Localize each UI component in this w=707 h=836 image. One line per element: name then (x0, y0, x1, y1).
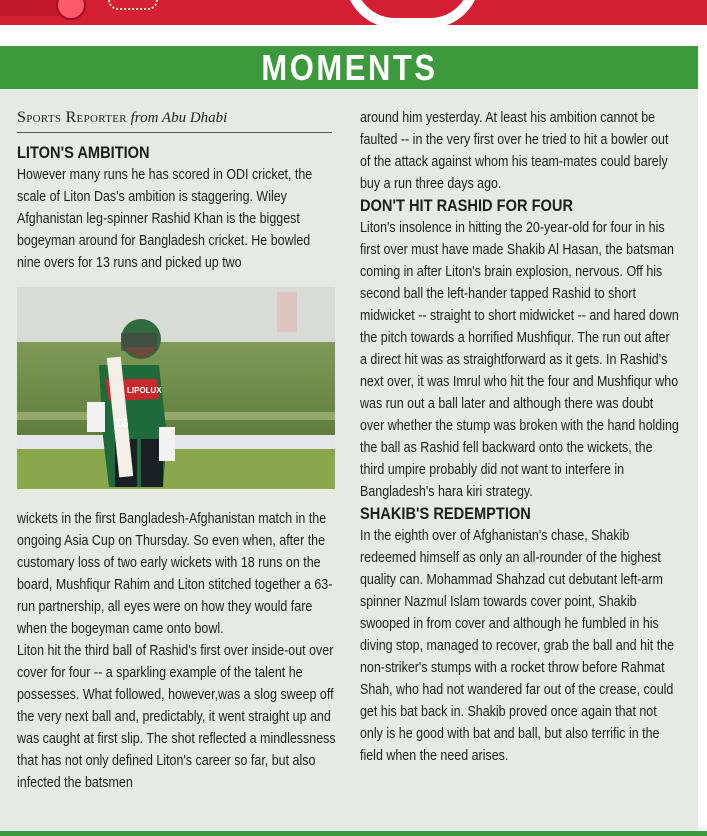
byline-reporter: Sports Reporter (17, 109, 127, 126)
top-banner-strip (0, 0, 707, 25)
paragraph: wickets in the first Bangladesh-Afghanistan match in the ongoing Asia Cup on Thursday. So even when, after the customary loss of two early wickets with 18 runs on the board, Mushfiqur Rahim and Liton stitched together a 63-run partnership, all eyes were on how they would fare when the bogeyman came onto bowl. (17, 511, 333, 637)
section-title: MOMENTS (260, 46, 438, 88)
decorative-logo-arc (345, 0, 480, 25)
paragraph: However many runs he has scored in ODI cricket, the scale of Liton Das's ambition is staggering. Wiley Afghanistan leg-spinner Rashid Khan is the biggest bogeyman around for Bangladesh cricket. He bowled nine overs for 13 runs and picked up two (17, 167, 313, 271)
cricketer-photo (17, 287, 335, 489)
paragraph: around him yesterday. At least his ambition cannot be faulted -- in the very first over he tried to hit a bowler out of the attack against whom his team-mates could barely buy a run three days ago. (360, 110, 669, 192)
heading-litons-ambition: LITON'S AMBITION (17, 143, 150, 162)
paragraph: In the eighth over of Afghanistan's chase, Shakib redeemed himself as only an all-rounder of the highest quality can. Mohammad Shahzad cut debutant left-arm spinner Nazmul Islam towards cover point, Shakib swooped in from cover and although he fumbled in his diving stop, managed to recover, grab the ball and hit the non-striker's stumps with a rocket throw before Rahmat Shah, who had not wandered far out of the crease, could get his bat back in. Shakib proved once again that not only is he good with bat and ball, but also terrific in the field when the need arises. (360, 528, 675, 764)
heading-dont-hit-rashid: DON'T HIT RASHID FOR FOUR (360, 196, 574, 215)
heading-shakibs-redemption: SHAKIB'S REDEMPTION (360, 504, 531, 523)
right-column (360, 107, 680, 767)
left-column-top (17, 142, 337, 274)
byline (17, 108, 332, 133)
section-title-bar (0, 46, 698, 89)
shirt-number: 16 (115, 416, 129, 430)
left-column-bottom (17, 508, 337, 794)
bottom-rule (0, 831, 707, 836)
jersey-sponsor: LIPOLUX (127, 386, 162, 395)
article-photo (17, 287, 335, 489)
paragraph: Liton hit the third ball of Rashid's first over inside-out over cover for four -- a sparkling example of the talent he possesses. What followed, however,was a slog sweep off the very next ball and, predictably, it went straight up and was caught at first slip. The shot reflected a mindlessness that has not only defined Liton's career so far, but also infected the batsmen (17, 643, 336, 791)
decorative-sparkle (108, 0, 158, 10)
decorative-roll-cap (56, 0, 86, 20)
byline-location: from Abu Dhabi (130, 110, 228, 126)
paragraph: Liton's insolence in hitting the 20-year-old for four in his first over must have made Shakib Al Hasan, the batsman coming in after Liton's brain explosion, nervous. Off his second ball the left-hander tapped Rashid to short midwicket -- straight to short midwicket -- and hared down the pitch towards a horrified Mushfiqur. The run out after a direct hit was as straightforward as it gets. In Rashid's next over, it was Imrul who hit the four and Mushfiqur who was run out a ball later and although there was doubt over whether the stump was broken with the hand holding the ball as Rashid fell backward onto the wickets, the third umpire probably did not want to interfere in Bangladesh's hara kiri strategy. (360, 220, 679, 500)
